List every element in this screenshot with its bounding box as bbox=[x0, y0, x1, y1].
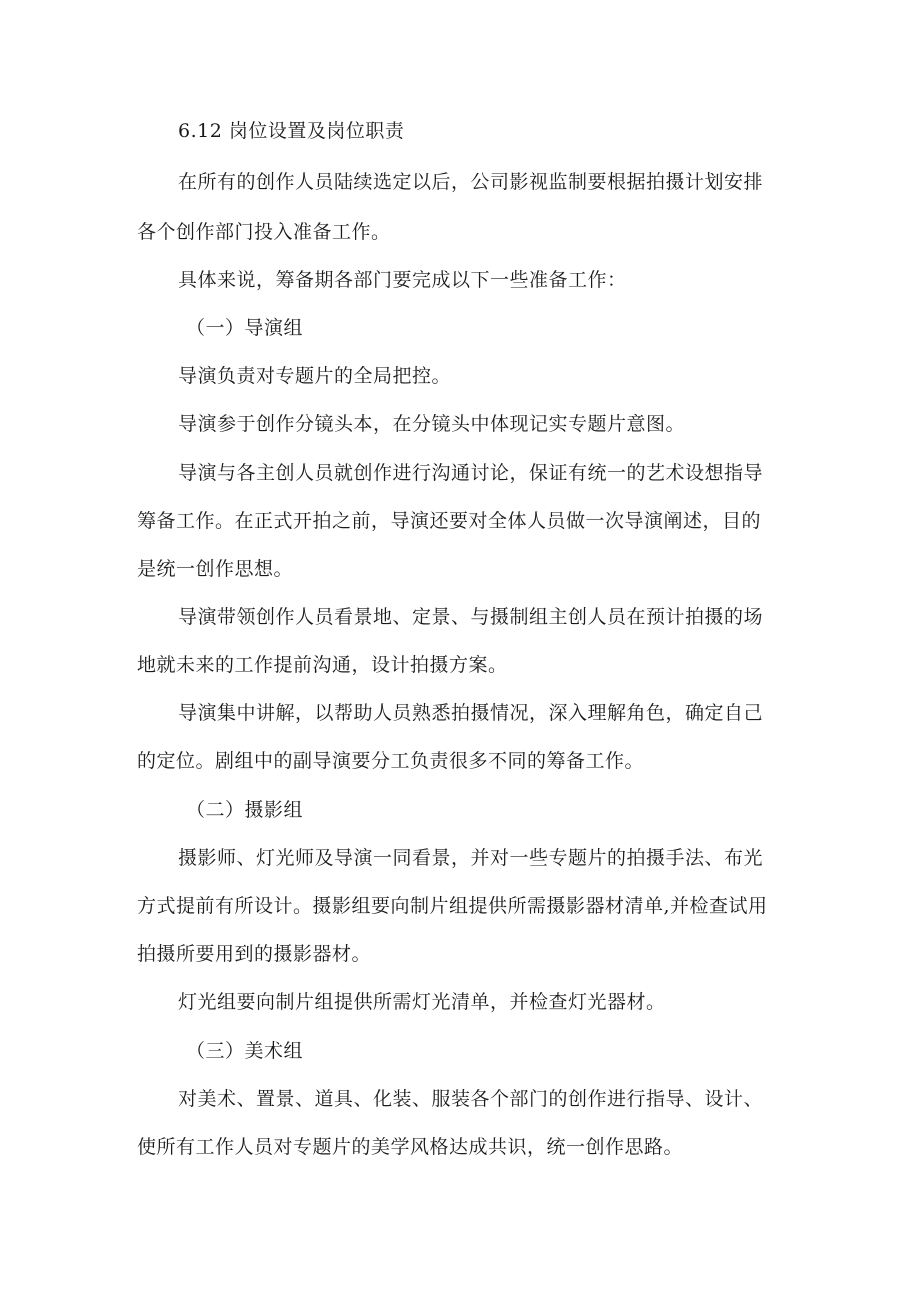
paragraph-line: 地就未来的工作提前沟通，设计拍摄方案。 bbox=[137, 654, 508, 676]
paragraph-line: 筹备工作。在正式开拍之前，导演还要对全体人员做一次导演阐述，目的 bbox=[137, 510, 762, 532]
paragraph-line: 导演集中讲解，以帮助人员熟悉拍摄情况，深入理解角色，确定自己 bbox=[178, 702, 764, 724]
subsection-title-art: （三）美术组 bbox=[186, 1040, 304, 1062]
paragraph-line: 导演参于创作分镜头本，在分镜头中体现记实专题片意图。 bbox=[178, 413, 686, 435]
paragraph-line: 的定位。剧组中的副导演要分工负责很多不同的筹备工作。 bbox=[137, 750, 645, 772]
paragraph-line: 摄影师、灯光师及导演一同看景，并对一些专题片的拍摄手法、布光 bbox=[178, 847, 764, 869]
paragraph-line: 灯光组要向制片组提供所需灯光清单，并检查灯光器材。 bbox=[178, 991, 666, 1013]
summary-paragraph: 具体来说，筹备期各部门要完成以下一些准备工作： bbox=[178, 269, 627, 291]
subsection-title-camera: （二）摄影组 bbox=[186, 799, 304, 821]
paragraph-line: 导演带领创作人员看景地、定景、与摄制组主创人员在预计拍摄的场 bbox=[178, 606, 764, 628]
paragraph-line: 导演负责对专题片的全局把控。 bbox=[178, 365, 452, 387]
paragraph-line: 对美术、置景、道具、化装、服装各个部门的创作进行指导、设计、 bbox=[178, 1088, 764, 1110]
paragraph-line: 使所有工作人员对专题片的美学风格达成共识，统一创作思路。 bbox=[137, 1136, 684, 1158]
section-heading: 6.12 岗位设置及岗位职责 bbox=[178, 120, 405, 142]
paragraph-line: 导演与各主创人员就创作进行沟通讨论，保证有统一的艺术设想指导 bbox=[178, 462, 764, 484]
intro-line-1: 在所有的创作人员陆续选定以后，公司影视监制要根据拍摄计划安排 bbox=[178, 171, 764, 193]
paragraph-line: 是统一创作思想。 bbox=[137, 558, 294, 580]
intro-line-2: 各个创作部门投入准备工作。 bbox=[137, 221, 391, 243]
paragraph-line: 拍摄所要用到的摄影器材。 bbox=[137, 943, 372, 965]
paragraph-line: 方式提前有所设计。摄影组要向制片组提供所需摄影器材清单,并检查试用 bbox=[137, 895, 768, 917]
subsection-title-directing: （一）导演组 bbox=[186, 317, 304, 339]
